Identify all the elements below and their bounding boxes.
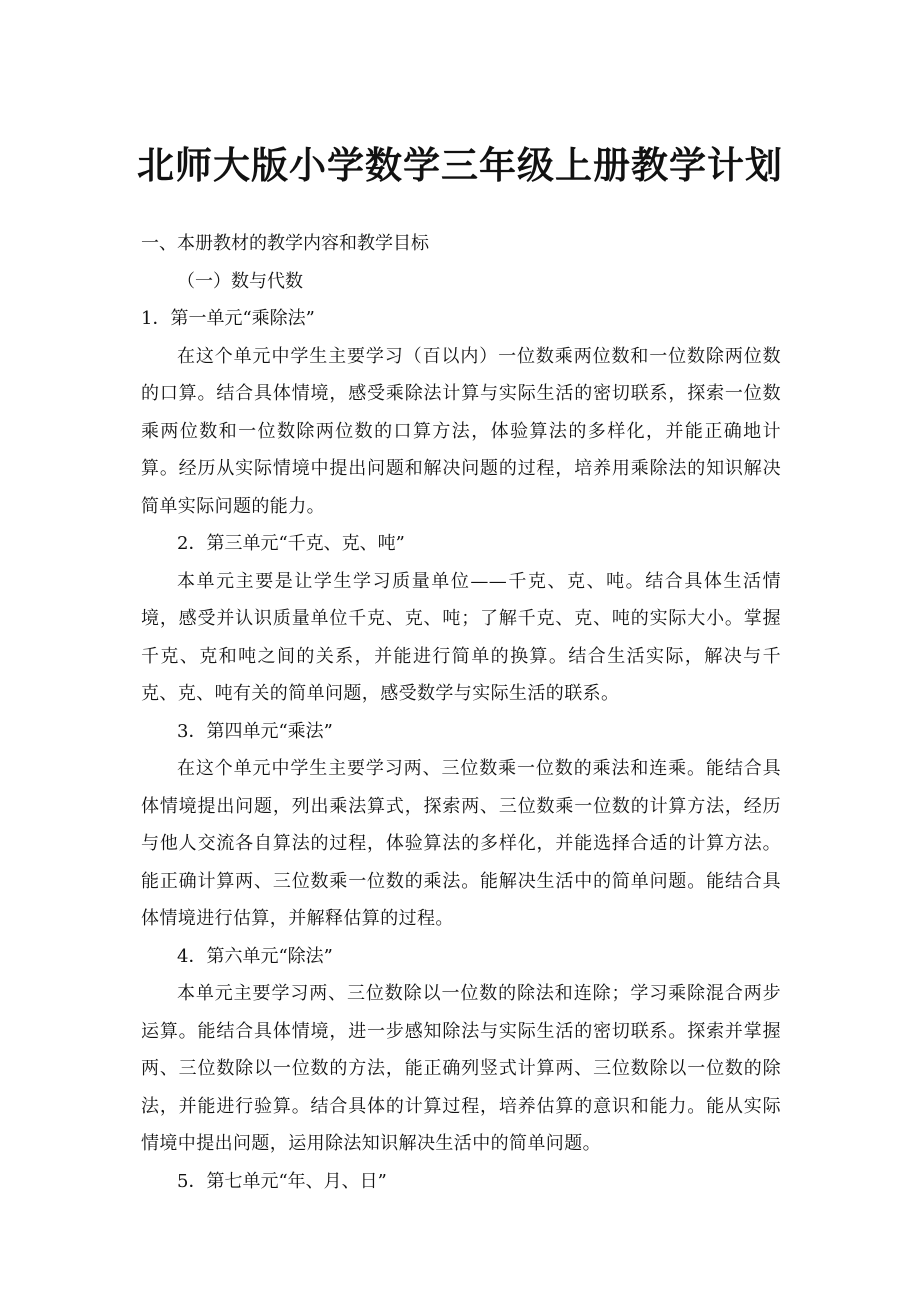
document-title: 北师大版小学数学三年级上册教学计划 (137, 144, 783, 187)
unit-heading: 4．第六单元“除法” (177, 945, 333, 967)
unit-heading: 3．第四单元“乘法” (177, 720, 333, 742)
unit-heading: 1．第一单元“乘除法” (141, 308, 315, 329)
unit-heading: 2．第三单元“千克、克、吨” (177, 533, 405, 554)
unit-paragraph: 本单元主要学习两、三位数除以一位数的除法和连除；学习乘除混合两步运算。能结合具体情境，进一步感知除法与实际生活的密切联系。探索并掌握两、三位数除以一位数的方法，能正确列竖式计算两、三位数除以一位数的除法，并能进行验算。结合具体的计算过程，培养估算的意识和能力。能从实际情境中提出问题，运用除法知识解决生活中的简单问题。 (141, 983, 781, 1154)
unit-paragraph: 在这个单元中学生主要学习（百以内）一位数乘两位数和一位数除两位数的口算。结合具体情境，感受乘除法计算与实际生活的密切联系，探索一位数乘两位数和一位数除两位数的口算方法，体验算法的多样化，并能正确地计算。经历从实际情境中提出问题和解决问题的过程，培养用乘除法的知识解决简单实际问题的能力。 (141, 345, 781, 517)
section-heading: 一、本册教材的教学内容和教学目标 (141, 233, 429, 254)
unit-paragraph: 在这个单元中学生主要学习两、三位数乘一位数的乘法和连乘。能结合具体情境提出问题，列出乘法算式，探索两、三位数乘一位数的计算方法，经历与他人交流各自算法的过程，体验算法的多样化，并能选择合适的计算方法。能正确计算两、三位数乘一位数的乘法。能解决生活中的简单问题。能结合具体情境进行估算，并解释估算的过程。 (141, 758, 781, 929)
document-body (141, 225, 781, 1200)
unit-paragraph: 本单元主要是让学生学习质量单位——千克、克、吨。结合具体生活情境，感受并认识质量单位千克、克、吨；了解千克、克、吨的实际大小。掌握千克、克和吨之间的关系，并能进行简单的换算。结合生活实际，解决与千克、克、吨有关的简单问题，感受数学与实际生活的联系。 (141, 570, 781, 704)
unit-heading: 5．第七单元“年、月、日” (177, 1170, 387, 1192)
subsection-heading: （一）数与代数 (177, 270, 303, 292)
